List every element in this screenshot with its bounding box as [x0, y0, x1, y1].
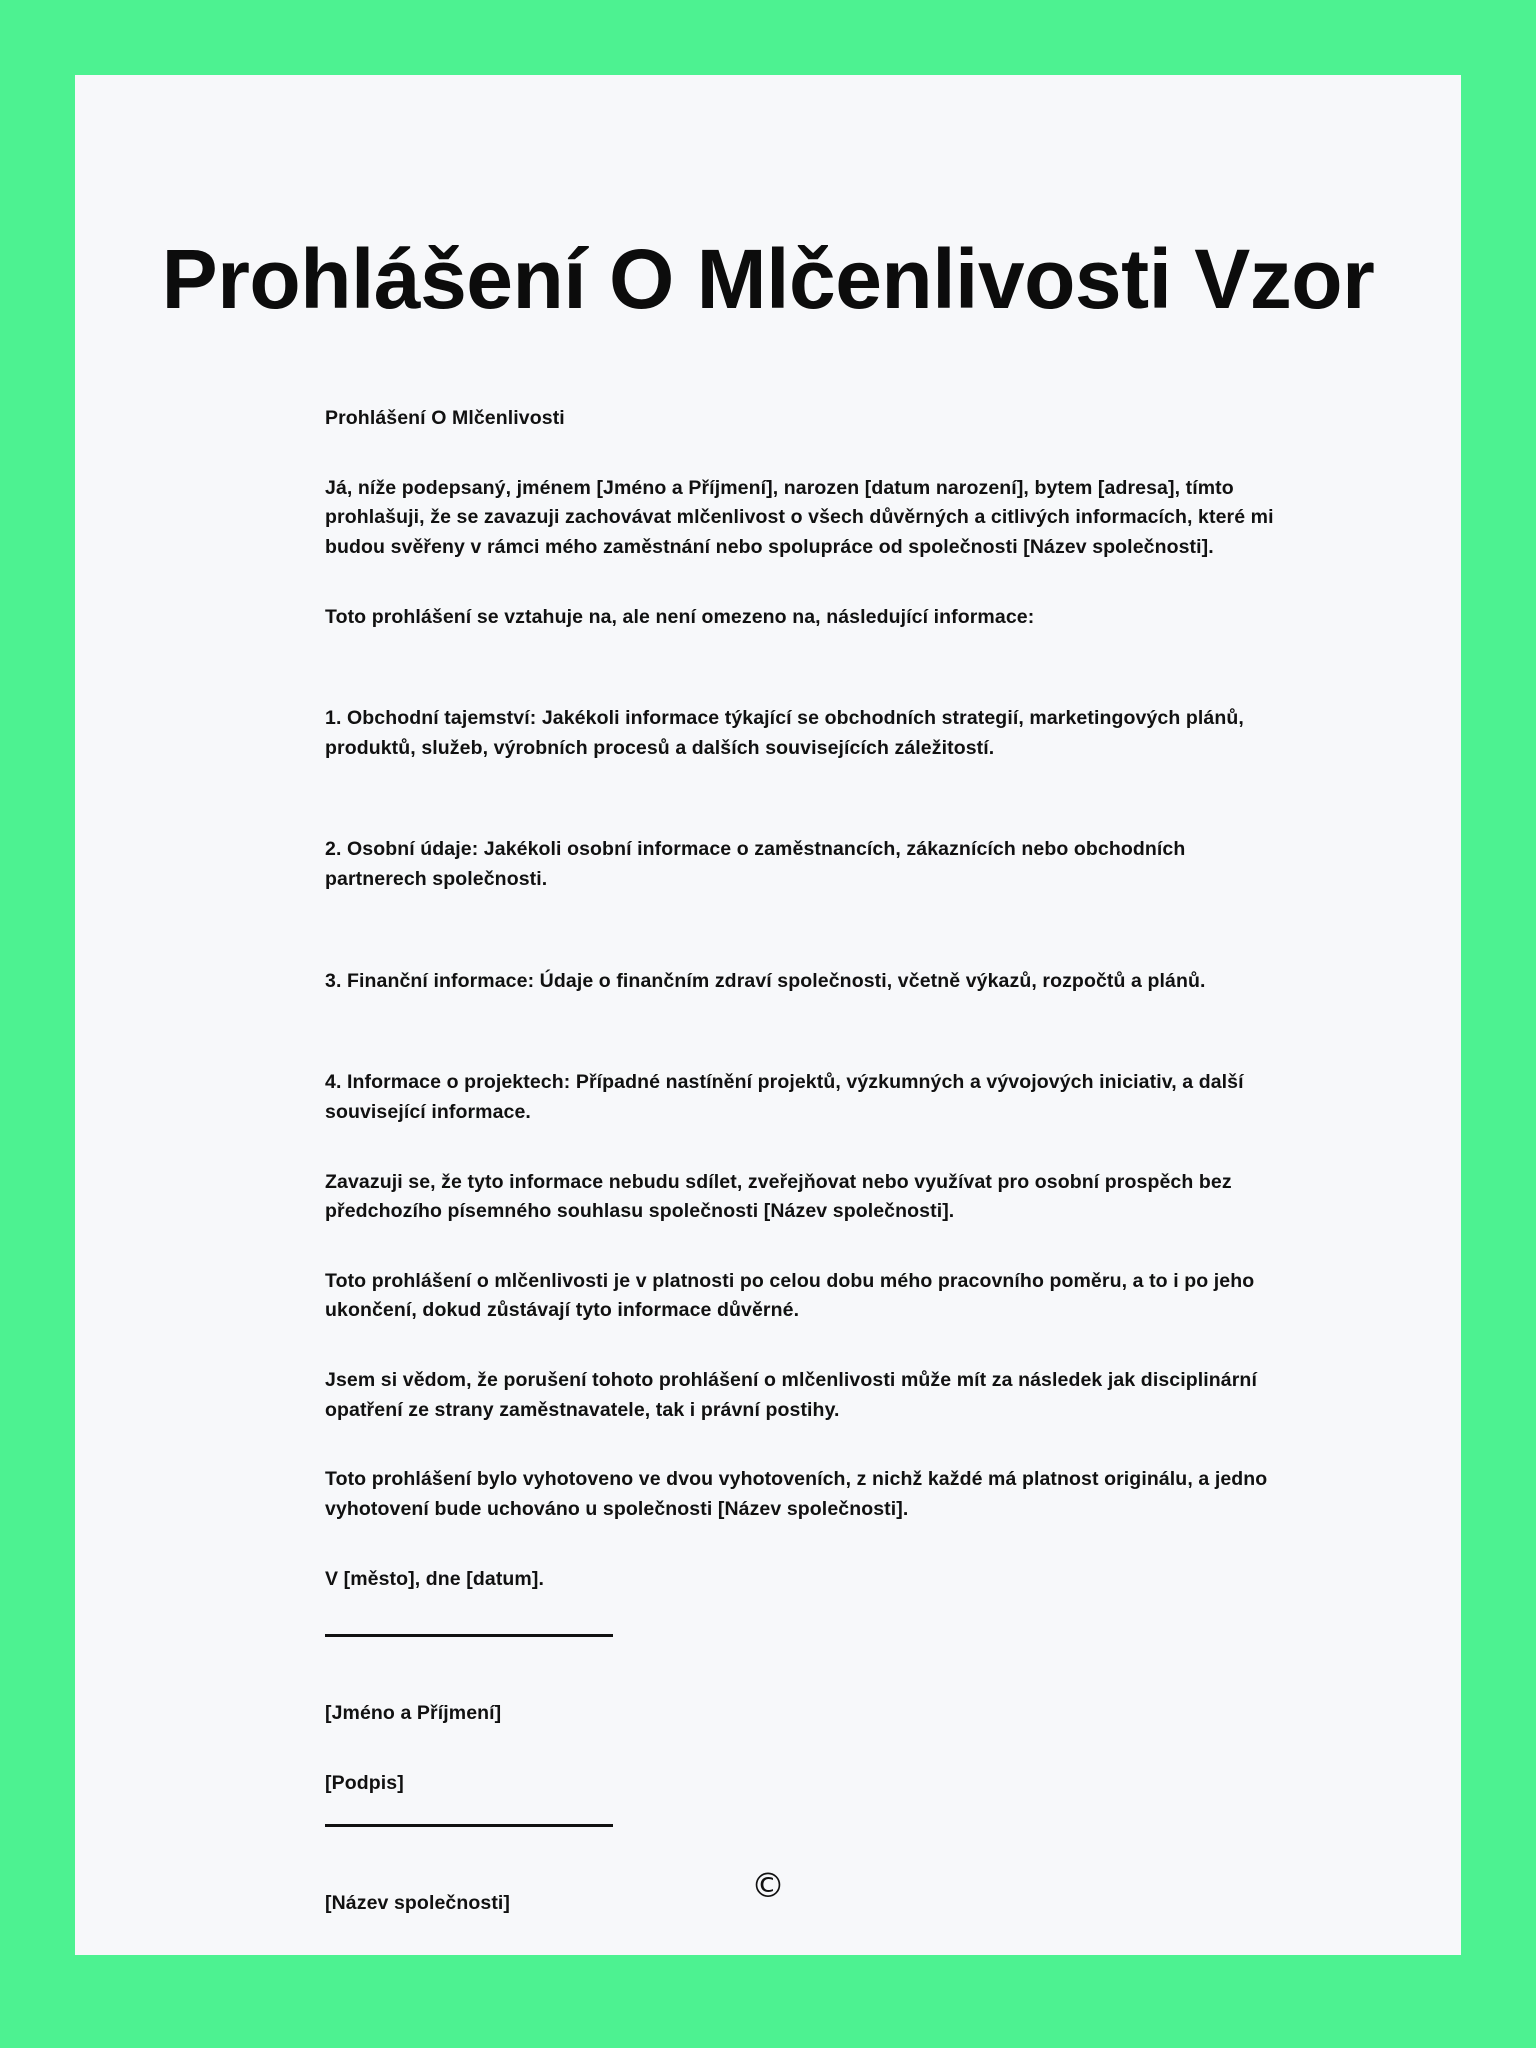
signature-podpis-placeholder: [Podpis]: [325, 1771, 404, 1794]
spacer: [325, 1798, 1286, 1824]
paragraph-duration: Toto prohlášení o mlčenlivosti je v platnosti po celou dobu mého pracovního poměru, a to i po jeho ukončení, dokud zůstávají tyto informace důvěrné.: [325, 1269, 1255, 1322]
spacer: [325, 763, 1286, 835]
spacer: [325, 1128, 1286, 1168]
spacer: [325, 895, 1286, 967]
spacer: [325, 1227, 1286, 1267]
paragraph-intro: Já, níže podepsaný, jménem [Jméno a Příjmení], narozen [datum narození], bytem [adresa], tímto prohlašuji, že se zavazuji zachovávat mlčenlivost o všech důvěrných a citlivých informacích, které mi budou svěřeny v rámci mého zaměstnání nebo spolupráce od společnosti [Název společnosti].: [325, 476, 1274, 558]
paragraph-scope-lead: Toto prohlášení se vztahuje na, ale není omezeno na, následující informace:: [325, 605, 1035, 628]
spacer: [325, 632, 1286, 704]
list-item-1: 1. Obchodní tajemství: Jakékoli informace týkající se obchodních strategií, marketingových plánů, produktů, služeb, výrobních procesů a dalších souvisejících záležitostí.: [325, 707, 1244, 759]
signature-company-placeholder: [Název společnosti]: [325, 1892, 511, 1915]
list-item-3: 3. Finanční informace: Údaje o finančním zdraví společnosti, včetně výkazů, rozpočtů a plánů.: [325, 969, 1206, 992]
spacer: [325, 1729, 1286, 1769]
spacer: [325, 1594, 1286, 1634]
paragraph-copies: Toto prohlášení bylo vyhotoveno ve dvou vyhotoveních, z nichž každé má platnost originálu, a jedno vyhotovení bude uchováno u společnosti [Název společnosti].: [325, 1468, 1268, 1520]
document-card: [75, 75, 1461, 1955]
copyright-icon: ©: [751, 1866, 785, 1906]
paragraph-place-date: V [město], dne [datum].: [325, 1567, 544, 1590]
paragraph-commitment: Zavazuji se, že tyto informace nebudu sdílet, zveřejňovat nebo využívat pro osobní prospěch bez předchozího písemného souhlasu společnosti [Název společnosti].: [325, 1170, 1232, 1223]
paragraph-penalties: Jsem si vědom, že porušení tohoto prohlášení o mlčenlivosti může mít za následek jak disciplinární opatření ze strany zaměstnavatele, tak i právní postihy.: [325, 1369, 1257, 1421]
signature-name-placeholder: [Jméno a Příjmení]: [325, 1702, 502, 1725]
spacer: [325, 563, 1286, 603]
spacer: [325, 1326, 1286, 1366]
page-title: Prohlášení O Mlčenlivosti Vzor: [161, 232, 1375, 326]
spacer: [325, 1525, 1286, 1565]
document-heading: Prohlášení O Mlčenlivosti: [325, 407, 565, 430]
list-item-2: 2. Osobní údaje: Jakékoli osobní informace o zaměstnancích, zákaznících nebo obchodních partnerech společnosti.: [325, 838, 1186, 891]
list-item-4: 4. Informace o projektech: Případné nastínění projektů, výzkumných a vývojových iniciativ, a další související informace.: [325, 1071, 1244, 1123]
spacer: [325, 1425, 1286, 1465]
spacer: [325, 996, 1286, 1068]
spacer: [325, 434, 1286, 474]
spacer: [325, 1637, 1286, 1699]
document-body: [75, 404, 1461, 1919]
